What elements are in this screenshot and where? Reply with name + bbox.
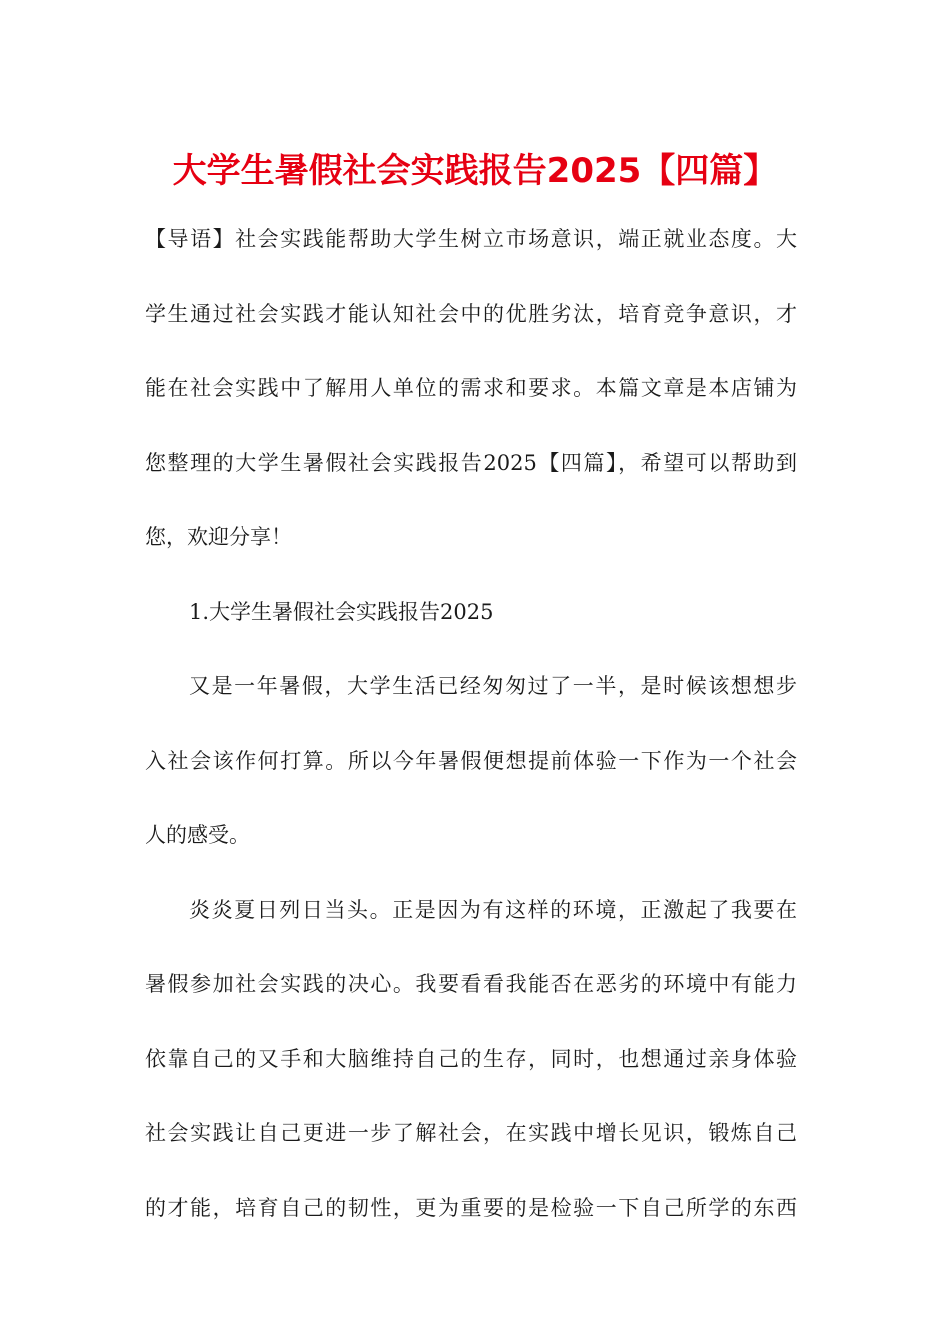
text-line: 暑假参加社会实践的决心。我要看看我能否在恶劣的环境中有能力 — [145, 972, 797, 996]
text-line: 入社会该作何打算。所以今年暑假便想提前体验一下作为一个社会 — [145, 748, 797, 773]
document-title: 大学生暑假社会实践报告2025【四篇】 — [172, 151, 778, 191]
text-line: 1.大学生暑假社会实践报告2025 — [189, 599, 494, 624]
text-line: 【导语】社会实践能帮助大学生树立市场意识，端正就业态度。大 — [145, 227, 797, 251]
text-line: 又是一年暑假，大学生活已经匆匆过了一半，是时候该想想步 — [189, 674, 797, 698]
text-line: 您，欢迎分享！ — [145, 525, 292, 549]
document-body — [145, 202, 797, 1245]
text-line: 的才能，培育自己的韧性，更为重要的是检验一下自己所学的东西 — [145, 1195, 797, 1220]
text-line: 能在社会实践中了解用人单位的需求和要求。本篇文章是本店铺为 — [145, 376, 797, 400]
text-line: 社会实践让自己更进一步了解社会，在实践中增长见识，锻炼自己 — [145, 1121, 797, 1145]
text-line: 依靠自己的又手和大脑维持自己的生存，同时，也想通过亲身体验 — [145, 1046, 797, 1071]
text-line: 炎炎夏日列日当头。正是因为有这样的环境，正激起了我要在 — [189, 897, 797, 922]
text-line: 学生通过社会实践才能认知社会中的优胜劣汰，培育竞争意识，才 — [145, 301, 797, 326]
text-line: 人的感受。 — [145, 823, 250, 847]
text-line: 您整理的大学生暑假社会实践报告2025【四篇】，希望可以帮助到 — [145, 450, 797, 475]
